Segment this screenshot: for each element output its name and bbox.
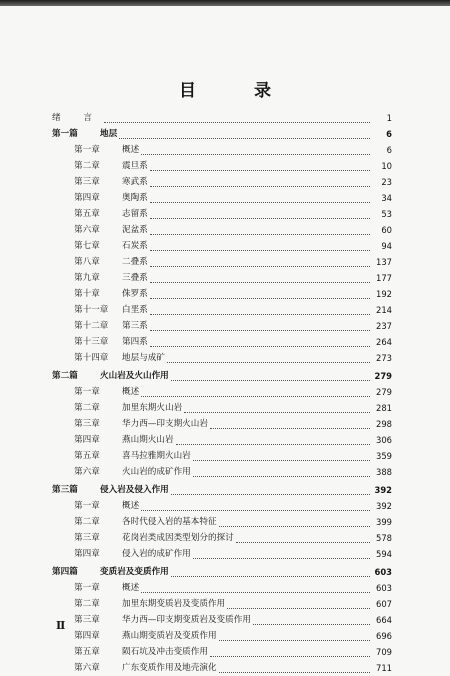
dot-leader [227, 600, 370, 609]
toc-entry-label [52, 110, 102, 126]
toc-entry-title: 泥盆系 [122, 225, 148, 235]
toc-entry-page: 10 [381, 161, 392, 171]
dot-leader [141, 584, 370, 593]
toc-chapter-entry [52, 222, 392, 238]
page-number-footer: Ⅱ [56, 619, 66, 632]
dot-leader [171, 372, 370, 381]
toc-entry-label [52, 644, 208, 660]
toc-entry-number: 第三章 [74, 177, 100, 187]
dot-leader [236, 534, 370, 543]
toc-chapter-entry [52, 464, 392, 480]
toc-chapter-entry [52, 270, 392, 286]
toc-entry-page: 1 [386, 113, 392, 123]
dot-leader [210, 420, 370, 429]
toc-entry-title: 喜马拉雅期火山岩 [122, 451, 191, 461]
dot-leader [219, 632, 370, 641]
toc-entry-label [52, 206, 148, 222]
toc-entry-number: 第三篇 [52, 485, 78, 495]
toc-entry-title: 变质岩及变质作用 [100, 567, 169, 577]
toc-entry-title: 白垩系 [122, 305, 148, 315]
toc-entry-title: 志留系 [122, 209, 148, 219]
toc-entry-title: 花岗岩类成因类型划分的探讨 [122, 533, 234, 543]
toc-entry-label [52, 368, 169, 384]
toc-entry-number: 第十四章 [74, 353, 109, 363]
dot-leader [150, 210, 370, 219]
dot-leader [150, 322, 370, 331]
toc-chapter-entry [52, 142, 392, 158]
toc-entry-page: 603 [376, 583, 392, 593]
toc-chapter-entry [52, 190, 392, 206]
dot-leader [150, 178, 370, 187]
toc-chapter-entry [52, 448, 392, 464]
toc-entry-title: 火山岩的成矿作用 [122, 467, 191, 477]
toc-entry-label [52, 612, 251, 628]
toc-entry-label [52, 530, 234, 546]
toc-chapter-entry [52, 644, 392, 660]
toc-chapter-entry [52, 350, 392, 366]
toc-chapter-entry [52, 530, 392, 546]
toc-entry-number: 第一章 [74, 145, 100, 155]
toc-entry-title: 概述 [122, 145, 140, 155]
toc-entry-page: 60 [381, 225, 392, 235]
toc-entry-label [52, 286, 148, 302]
dot-leader [184, 404, 370, 413]
toc-chapter-entry [52, 580, 392, 596]
toc-entry-label [52, 174, 148, 190]
toc-entry-label [52, 416, 208, 432]
toc-intro-entry [52, 110, 392, 126]
toc-entry-page: 359 [376, 451, 392, 461]
dot-leader [119, 130, 370, 139]
toc-entry-label [52, 142, 139, 158]
toc-entry-number: 第五章 [74, 647, 100, 657]
toc-entry-number: 第十章 [74, 289, 100, 299]
toc-entry-number: 第四篇 [52, 567, 78, 577]
toc-entry-number: 第一篇 [52, 129, 78, 139]
toc-entry-page: 399 [376, 517, 392, 527]
toc-entry-label [52, 546, 191, 562]
toc-entry-title: 二叠系 [122, 257, 148, 267]
toc-entry-title: 华力西—印支期火山岩 [122, 419, 208, 429]
toc-chapter-entry [52, 206, 392, 222]
toc-chapter-entry [52, 612, 392, 628]
toc-entry-page: 264 [376, 337, 392, 347]
dot-leader [150, 242, 370, 251]
toc-entry-page: 94 [381, 241, 392, 251]
dot-leader [167, 354, 370, 363]
toc-entry-page: 594 [376, 549, 392, 559]
toc-entry-number: 第二章 [74, 517, 100, 527]
toc-entry-page: 192 [376, 289, 392, 299]
toc-entry-number: 第三章 [74, 419, 100, 429]
toc-chapter-entry [52, 174, 392, 190]
toc-entry-title: 侏罗系 [122, 289, 148, 299]
toc-entry-label [52, 190, 148, 206]
dot-leader [150, 162, 370, 171]
toc-entry-label [52, 400, 182, 416]
toc-entry-title: 震旦系 [122, 161, 148, 171]
toc-entry-label [52, 448, 191, 464]
toc-entry-title: 奥陶系 [122, 193, 148, 203]
toc-entry-page: 279 [374, 371, 392, 381]
toc-entry-label [52, 596, 225, 612]
toc-entry-page: 696 [376, 631, 392, 641]
toc-entry-number: 第五章 [74, 451, 100, 461]
dot-leader [150, 290, 370, 299]
dot-leader [150, 274, 370, 283]
toc-entry-label [52, 464, 191, 480]
toc-entry-number: 第三章 [74, 615, 100, 625]
dot-leader [171, 486, 370, 495]
toc-chapter-entry [52, 158, 392, 174]
toc-entry-number: 第六章 [74, 663, 100, 673]
toc-entry-number: 第一章 [74, 501, 100, 511]
toc-entry-page: 23 [381, 177, 392, 187]
toc-entry-page: 281 [376, 403, 392, 413]
toc-entry-page: 709 [376, 647, 392, 657]
dot-leader [253, 616, 370, 625]
toc-chapter-entry [52, 514, 392, 530]
toc-entry-page: 711 [376, 663, 392, 673]
toc-entry-page: 6 [386, 145, 392, 155]
toc-entry-page: 34 [381, 193, 392, 203]
toc-entry-number: 第二章 [74, 161, 100, 171]
toc-chapter-entry [52, 384, 392, 400]
toc-entry-label [52, 158, 148, 174]
toc-entry-label [52, 564, 169, 580]
toc-chapter-entry [52, 660, 392, 676]
toc-entry-page: 298 [376, 419, 392, 429]
toc-chapter-entry [52, 628, 392, 644]
toc-entry-label [52, 384, 139, 400]
toc-entry-number: 第四章 [74, 549, 100, 559]
toc-part-entry [52, 368, 392, 384]
dot-leader [150, 306, 370, 315]
toc-entry-page: 664 [376, 615, 392, 625]
toc-entry-number: 第六章 [74, 467, 100, 477]
toc-entry-title: 加里东期变质岩及变质作用 [122, 599, 226, 609]
toc-entry-label [52, 580, 139, 596]
toc-entry-page: 607 [376, 599, 392, 609]
toc-entry-page: 392 [376, 501, 392, 511]
dot-leader [141, 146, 370, 155]
toc-entry-number: 第二章 [74, 403, 100, 413]
toc-entry-label [52, 482, 169, 498]
toc-entry-title: 地层与成矿 [122, 353, 165, 363]
toc-entry-number: 第二章 [74, 599, 100, 609]
toc-entry-title: 侵入岩的成矿作用 [122, 549, 191, 559]
dot-leader [176, 436, 370, 445]
table-of-contents [52, 110, 392, 676]
page-title: 目 录 [179, 81, 297, 101]
toc-entry-title: 概述 [122, 501, 140, 511]
toc-entry-page: 578 [376, 533, 392, 543]
toc-entry-number: 第三章 [74, 533, 100, 543]
toc-entry-number: 第四章 [74, 193, 100, 203]
dot-leader [150, 194, 370, 203]
dot-leader [150, 338, 370, 347]
toc-entry-number: 第一章 [74, 583, 100, 593]
toc-entry-number: 第四章 [74, 435, 100, 445]
toc-part-entry [52, 126, 392, 142]
toc-entry-page: 388 [376, 467, 392, 477]
dot-leader [141, 502, 370, 511]
toc-entry-title: 寒武系 [122, 177, 148, 187]
toc-entry-number: 第四章 [74, 631, 100, 641]
toc-entry-title: 第三系 [122, 321, 148, 331]
toc-entry-title: 陨石坑及冲击变质作用 [122, 647, 208, 657]
toc-entry-title: 广东变质作用及地壳演化 [122, 663, 217, 673]
toc-entry-title: 概述 [122, 387, 140, 397]
dot-leader [193, 550, 370, 559]
dot-leader [193, 452, 370, 461]
toc-entry-label [52, 498, 139, 514]
toc-entry-number: 第十三章 [74, 337, 109, 347]
toc-entry-number: 第二篇 [52, 371, 78, 381]
toc-entry-label [52, 432, 174, 448]
toc-entry-title: 华力西—印支期变质岩及变质作用 [122, 615, 251, 625]
toc-entry-title: 地层 [100, 129, 118, 139]
toc-chapter-entry [52, 432, 392, 448]
toc-part-entry [52, 482, 392, 498]
toc-entry-title: 加里东期火山岩 [122, 403, 183, 413]
toc-entry-number: 第七章 [74, 241, 100, 251]
toc-entry-title: 第四系 [122, 337, 148, 347]
toc-entry-title: 燕山期变质岩及变质作用 [122, 631, 217, 641]
toc-entry-page: 53 [381, 209, 392, 219]
toc-entry-number: 第九章 [74, 273, 100, 283]
toc-chapter-entry [52, 400, 392, 416]
toc-entry-number: 第十一章 [74, 305, 109, 315]
toc-entry-number: 第一章 [74, 387, 100, 397]
dot-leader [219, 664, 370, 673]
toc-entry-label [52, 514, 217, 530]
toc-entry-title: 各时代侵入岩的基本特征 [122, 517, 217, 527]
toc-chapter-entry [52, 238, 392, 254]
toc-entry-label [52, 270, 148, 286]
toc-entry-label [52, 660, 217, 676]
dot-leader [171, 568, 370, 577]
dot-leader [193, 468, 370, 477]
toc-entry-label [52, 254, 148, 270]
toc-entry-label [52, 318, 148, 334]
dot-leader [150, 258, 370, 267]
toc-entry-page: 6 [386, 129, 392, 139]
toc-entry-label [52, 126, 117, 142]
toc-chapter-entry [52, 546, 392, 562]
toc-entry-label [52, 628, 217, 644]
toc-entry-page: 237 [376, 321, 392, 331]
toc-entry-label [52, 350, 165, 366]
toc-entry-label [52, 302, 148, 318]
toc-chapter-entry [52, 334, 392, 350]
toc-chapter-entry [52, 254, 392, 270]
toc-chapter-entry [52, 302, 392, 318]
toc-chapter-entry [52, 286, 392, 302]
toc-entry-label [52, 222, 148, 238]
dot-leader [141, 388, 370, 397]
toc-entry-title: 概述 [122, 583, 140, 593]
toc-entry-title: 侵入岩及侵入作用 [100, 485, 169, 495]
toc-entry-number: 绪 言 [52, 113, 102, 123]
toc-entry-page: 306 [376, 435, 392, 445]
toc-entry-number: 第五章 [74, 209, 100, 219]
toc-entry-title: 火山岩及火山作用 [100, 371, 169, 381]
dot-leader [104, 114, 370, 123]
dot-leader [210, 648, 370, 657]
toc-chapter-entry [52, 498, 392, 514]
toc-entry-title: 石炭系 [122, 241, 148, 251]
toc-entry-label [52, 334, 148, 350]
toc-part-entry [52, 564, 392, 580]
toc-entry-page: 177 [376, 273, 392, 283]
toc-entry-number: 第八章 [74, 257, 100, 267]
toc-chapter-entry [52, 318, 392, 334]
dot-leader [219, 518, 370, 527]
scan-top-edge [0, 0, 450, 6]
toc-entry-number: 第十二章 [74, 321, 109, 331]
toc-entry-page: 273 [376, 353, 392, 363]
toc-entry-page: 137 [376, 257, 392, 267]
toc-entry-page: 214 [376, 305, 392, 315]
toc-entry-page: 603 [374, 567, 392, 577]
toc-entry-title: 三叠系 [122, 273, 148, 283]
toc-entry-title: 燕山期火山岩 [122, 435, 174, 445]
toc-entry-number: 第六章 [74, 225, 100, 235]
toc-entry-label [52, 238, 148, 254]
toc-entry-page: 279 [376, 387, 392, 397]
toc-chapter-entry [52, 416, 392, 432]
toc-entry-page: 392 [374, 485, 392, 495]
toc-chapter-entry [52, 596, 392, 612]
dot-leader [150, 226, 370, 235]
